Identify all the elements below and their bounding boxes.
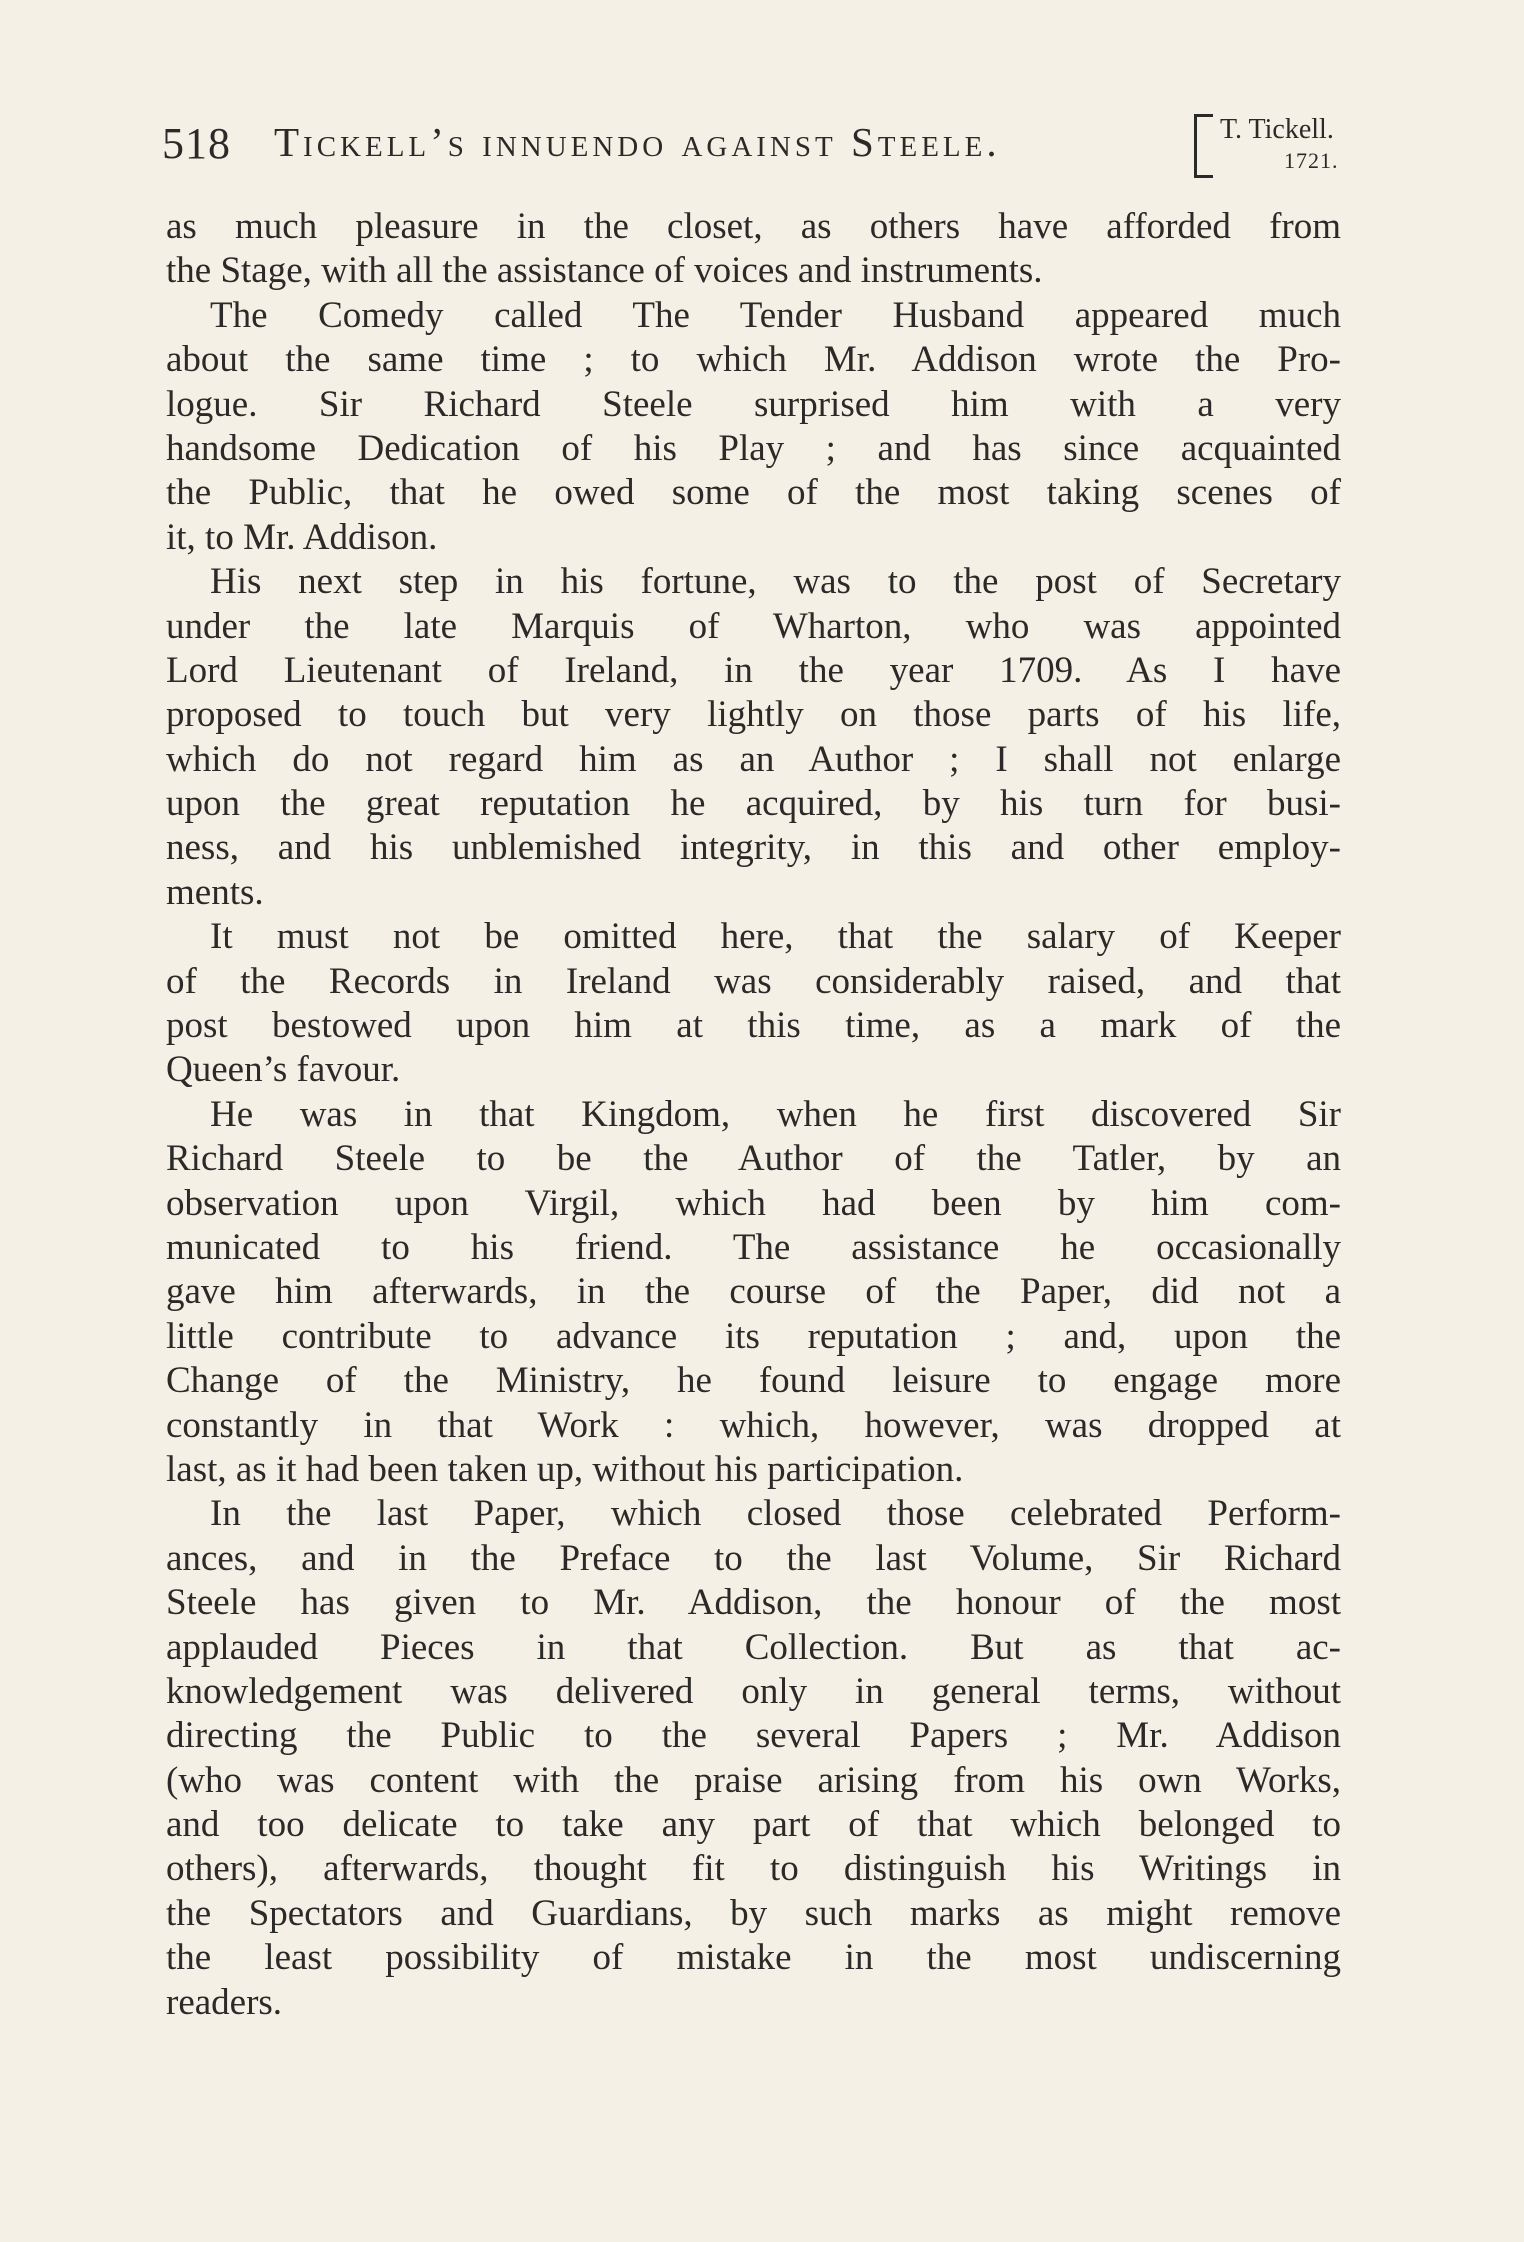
text-line: Change of the Ministry, he found leisure to engage more: [166, 1360, 1341, 1402]
text-line: constantly in that Work : which, however, was dropped at: [166, 1404, 1341, 1446]
text-line: upon the great reputation he acquired, by his turn for busi-: [166, 783, 1341, 825]
text-line: and too delicate to take any part of that which belonged to: [166, 1804, 1341, 1846]
bracket-mark: [1194, 114, 1213, 178]
text-line: Richard Steele to be the Author of the Tatler, by an: [166, 1138, 1341, 1180]
text-line: The Comedy called The Tender Husband appeared much: [210, 294, 1341, 336]
text-line: He was in that Kingdom, when he first discovered Sir: [210, 1093, 1341, 1135]
text-line: Lord Lieutenant of Ireland, in the year 1709. As I have: [166, 649, 1341, 691]
text-line: readers.: [166, 1981, 283, 2023]
side-note: [1194, 108, 1354, 178]
running-title: Tickell’s innuendo against Steele.: [274, 119, 1001, 165]
text-line: municated to his friend. The assistance he occasionally: [166, 1226, 1341, 1268]
text-line: gave him afterwards, in the course of the Paper, did not a: [166, 1271, 1341, 1313]
text-line: as much pleasure in the closet, as others have afforded from: [166, 206, 1341, 247]
text-line: ments.: [166, 871, 264, 913]
text-line: (who was content with the praise arising from his own Works,: [166, 1759, 1341, 1801]
side-note-author: T. Tickell.: [1220, 114, 1334, 145]
text-line: observation upon Virgil, which had been by him com-: [166, 1182, 1341, 1224]
text-line: ness, and his unblemished integrity, in this and other employ-: [166, 827, 1341, 869]
text-line: handsome Dedication of his Play ; and has since acquainted: [166, 427, 1341, 469]
text-line: little contribute to advance its reputation ; and, upon the: [166, 1315, 1341, 1357]
text-line: Steele has given to Mr. Addison, the honour of the most: [166, 1582, 1341, 1624]
text-line: proposed to touch but very lightly on those parts of his life,: [166, 694, 1341, 736]
text-line: applauded Pieces in that Collection. But as that ac-: [166, 1626, 1341, 1668]
body-text: [166, 205, 1341, 2025]
text-line: directing the Public to the several Papers ; Mr. Addison: [166, 1715, 1341, 1757]
text-line: Queen’s favour.: [166, 1049, 401, 1091]
text-line: which do not regard him as an Author ; I shall not enlarge: [166, 738, 1341, 780]
text-line: post bestowed upon him at this time, as a mark of the: [166, 1005, 1341, 1047]
side-note-year: 1721.: [1284, 148, 1339, 173]
text-line: His next step in his fortune, was to the post of Secretary: [210, 561, 1341, 603]
text-line: under the late Marquis of Wharton, who was appointed: [166, 605, 1341, 647]
text-line: of the Records in Ireland was considerably raised, and that: [166, 960, 1341, 1002]
text-line: last, as it had been taken up, without his participation.: [166, 1448, 964, 1490]
text-line: logue. Sir Richard Steele surprised him with a very: [166, 383, 1341, 425]
page-number: 518: [162, 119, 231, 168]
text-line: knowledgement was delivered only in general terms, without: [166, 1670, 1341, 1712]
text-line: It must not be omitted here, that the salary of Keeper: [210, 916, 1341, 958]
text-line: the Public, that he owed some of the most taking scenes of: [166, 472, 1341, 514]
text-line: ances, and in the Preface to the last Volume, Sir Richard: [166, 1537, 1341, 1579]
text-line: others), afterwards, thought fit to distinguish his Writings in: [166, 1848, 1341, 1890]
text-line: the least possibility of mistake in the most undiscerning: [166, 1937, 1341, 1979]
text-line: it, to Mr. Addison.: [166, 516, 438, 558]
page-header: [162, 108, 1352, 178]
text-line: In the last Paper, which closed those celebrated Perform-: [210, 1493, 1341, 1535]
text-line: about the same time ; to which Mr. Addison wrote the Pro-: [166, 339, 1341, 381]
text-line: the Stage, with all the assistance of voices and instruments.: [166, 250, 1043, 292]
text-line: the Spectators and Guardians, by such marks as might remove: [166, 1892, 1341, 1934]
